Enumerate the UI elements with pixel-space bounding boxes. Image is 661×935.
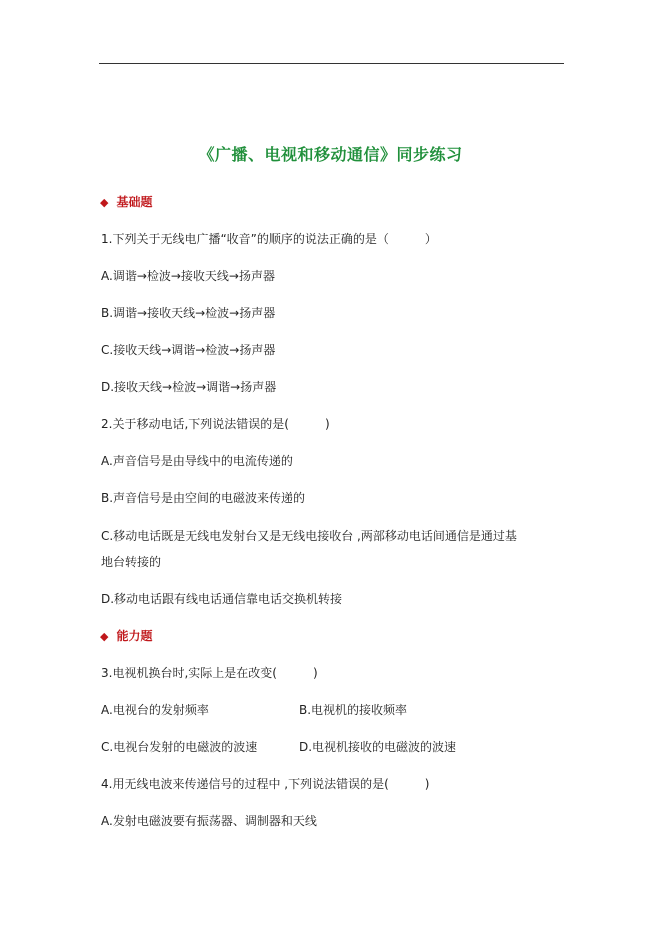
header-rule — [99, 63, 564, 64]
q1-option-c: C.接收天线→调谐→检波→扬声器 — [101, 343, 276, 357]
q1-option-a: A.调谐→检波→接收天线→扬声器 — [101, 269, 275, 283]
q3-option-c: C.电视台发射的电磁波的波速 — [101, 740, 258, 754]
q3-option-b: B.电视机的接收频率 — [299, 703, 408, 717]
q2-option-c-line2: 地台转接的 — [101, 555, 162, 569]
q1-option-b: B.调谐→接收天线→检波→扬声器 — [101, 306, 276, 320]
diamond-bullet-icon: ◆ — [100, 196, 109, 209]
q4-option-a: A.发射电磁波要有振荡器、调制器和天线 — [101, 814, 317, 828]
q4-stem: 4.用无线电波来传递信号的过程中 ,下列说法错误的是( ) — [101, 777, 430, 791]
q1-option-d: D.接收天线→检波→调谐→扬声器 — [101, 380, 277, 394]
q2-option-a: A.声音信号是由导线中的电流传递的 — [101, 454, 293, 468]
q3-stem: 3.电视机换台时,实际上是在改变( ) — [101, 666, 318, 680]
q2-option-c-line1: C.移动电话既是无线电发射台又是无线电接收台 ,两部移动电话间通信是通过基 — [101, 529, 517, 543]
q2-stem: 2.关于移动电话,下列说法错误的是( ) — [101, 417, 330, 431]
q3-option-a: A.电视台的发射频率 — [101, 703, 209, 717]
diamond-bullet-icon: ◆ — [100, 630, 109, 643]
section-ability-label: 能力题 — [116, 629, 153, 643]
q2-option-b: B.声音信号是由空间的电磁波来传递的 — [101, 491, 306, 505]
q3-option-d: D.电视机接收的电磁波的波速 — [299, 740, 457, 754]
q2-option-d: D.移动电话跟有线电话通信靠电话交换机转接 — [101, 592, 343, 606]
section-basic-label: 基础题 — [116, 195, 153, 209]
page-title: 《广播、电视和移动通信》同步练习 — [198, 145, 463, 164]
q1-stem: 1.下列关于无线电广播“收音”的顺序的说法正确的是（ ） — [101, 232, 437, 246]
section-ability — [100, 627, 152, 644]
section-basic — [100, 193, 152, 210]
